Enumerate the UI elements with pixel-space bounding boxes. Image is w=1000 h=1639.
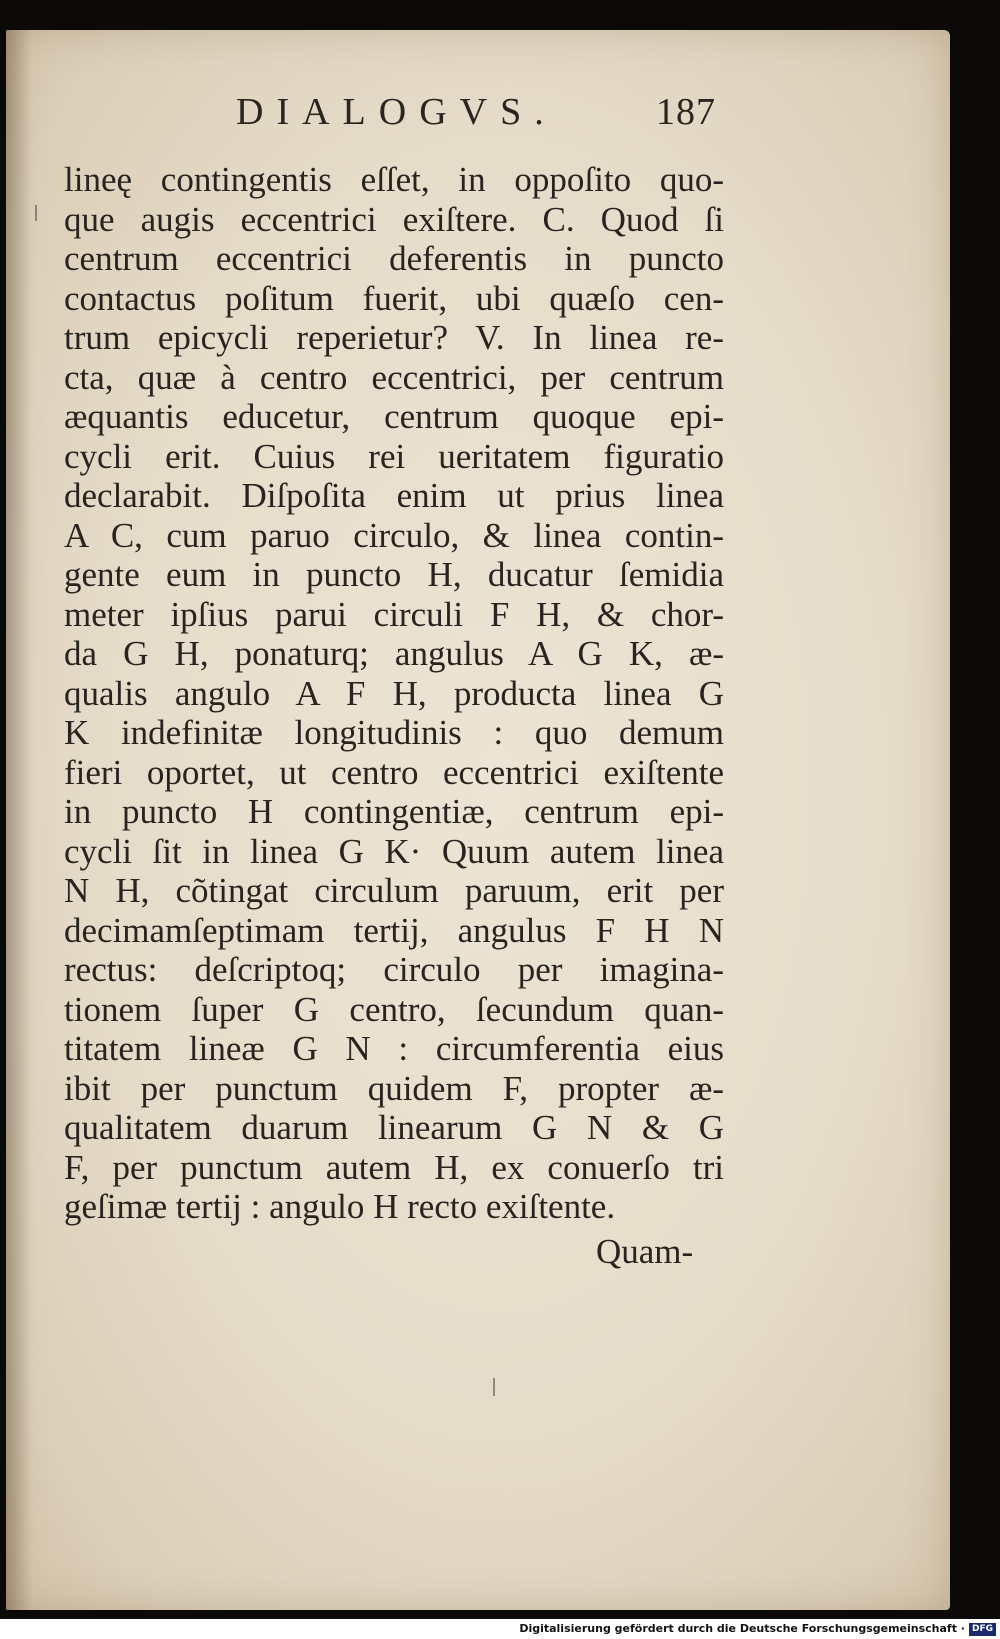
gutter-shadow — [6, 30, 32, 1610]
text-line: decimamſeptimam tertij, angulus F H N — [64, 910, 724, 950]
text-line: que augis eccentrici exiſtere. C. Quod ſi — [64, 199, 724, 239]
text-line: centrum eccentrici deferentis in puncto — [64, 239, 724, 278]
text-line: F, per punctum autem H, ex conuerſo tri — [64, 1147, 724, 1187]
text-line: declarabit. Diſpoſita enim ut prius linea — [64, 476, 724, 515]
text-block — [64, 160, 724, 1227]
text-line: fieri oportet, ut centro eccentrici exiſtente — [64, 752, 724, 792]
text-line: in puncto H contingentiæ, centrum epi- — [64, 792, 724, 831]
text-line: trum epicycli reperietur? V. In linea re- — [64, 318, 724, 357]
text-line: N H, cõtingat circulum paruum, erit per — [64, 871, 724, 910]
text-line: æquantis educetur, centrum quoque epi- — [64, 397, 724, 436]
text-line: qualitatem duarum linearum G N & G — [64, 1108, 724, 1147]
text-line: tionem ſuper G centro, ſecundum quan- — [64, 989, 724, 1029]
catchword: Quam- — [596, 1232, 694, 1271]
text-line: ibit per punctum quidem F, propter æ- — [64, 1068, 724, 1108]
running-title: DIALOGVS. — [236, 91, 557, 133]
text-line: titatem lineæ G N : circumferentia eius — [64, 1029, 724, 1068]
text-line: geſimæ tertij : angulo H recto exiſtente. — [64, 1187, 616, 1226]
text-line: gente eum in puncto H, ducatur ſemidia — [64, 555, 724, 594]
text-line: contactus poſitum fuerit, ubi quæſo cen- — [64, 278, 724, 318]
footer-credit: Digitalisierung gefördert durch die Deutsche Forschungsgemeinschaft · — [519, 1622, 965, 1635]
book-page — [6, 30, 950, 1610]
text-line: A C, cum paruo circulo, & linea contin- — [64, 515, 724, 555]
text-line: lineę contingentis eſſet, in oppoſito quo- — [64, 160, 724, 199]
text-line: K indefinitæ longitudinis : quo demum — [64, 713, 724, 752]
paper-speck — [493, 1378, 495, 1396]
text-line: cta, quæ à centro eccentrici, per centrum — [64, 357, 724, 397]
text-line: cycli ſit in linea G K· Quum autem linea — [64, 831, 724, 871]
text-line: cycli erit. Cuius rei ueritatem figuratio — [64, 436, 724, 476]
text-line: meter ipſius parui circuli F H, & chor- — [64, 594, 724, 634]
dfg-logo: DFG — [969, 1623, 996, 1636]
paper-speck — [35, 205, 37, 221]
text-line: rectus: deſcriptoq; circulo per imagina- — [64, 950, 724, 989]
running-head — [236, 90, 716, 150]
text-line: da G H, ponaturq; angulus A G K, æ- — [64, 634, 724, 673]
page-number: 187 — [656, 91, 716, 133]
text-line: qualis angulo A F H, producta linea G — [64, 673, 724, 713]
digitization-footer — [0, 1619, 1000, 1639]
